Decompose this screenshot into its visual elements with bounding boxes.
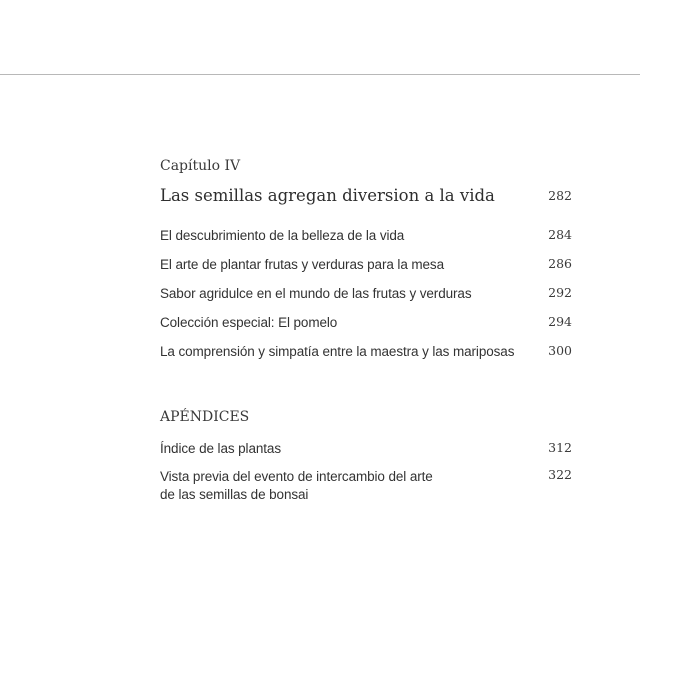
header-rule (0, 74, 640, 75)
toc-entry-page-number: 300 (548, 343, 572, 358)
appendices-label: APÉNDICES (160, 409, 250, 425)
toc-entry-page-number: 292 (548, 285, 572, 300)
chapter-page-number: 282 (548, 188, 572, 203)
toc-entry-title: Colección especial: El pomelo (160, 315, 338, 330)
toc-entry-page-number: 286 (548, 256, 572, 271)
toc-entry-title: El descubrimiento de la belleza de la vida (160, 228, 405, 243)
toc-entry-title: Sabor agridulce en el mundo de las frutas y verduras (160, 286, 472, 301)
appendix-entry-title-line-1: Vista previa del evento de intercambio del arte (160, 469, 433, 484)
appendix-entry-title-line-2: de las semillas de bonsai (160, 487, 309, 502)
appendix-entry-title: Índice de las plantas (160, 441, 281, 456)
toc-entry-title: La comprensión y simpatía entre la maestra y las mariposas (160, 344, 515, 359)
appendix-entry-title (160, 468, 460, 504)
chapter-title: Las semillas agregan diversion a la vida (160, 186, 495, 205)
appendix-entry-page-number: 322 (548, 467, 572, 482)
chapter-label: Capítulo IV (160, 158, 241, 174)
toc-entry-page-number: 284 (548, 227, 572, 242)
toc-entry-page-number: 294 (548, 314, 572, 329)
toc-entry-title: El arte de plantar frutas y verduras para la mesa (160, 257, 444, 272)
chapter-title-row (160, 186, 572, 208)
appendix-entry-page-number: 312 (548, 440, 572, 455)
